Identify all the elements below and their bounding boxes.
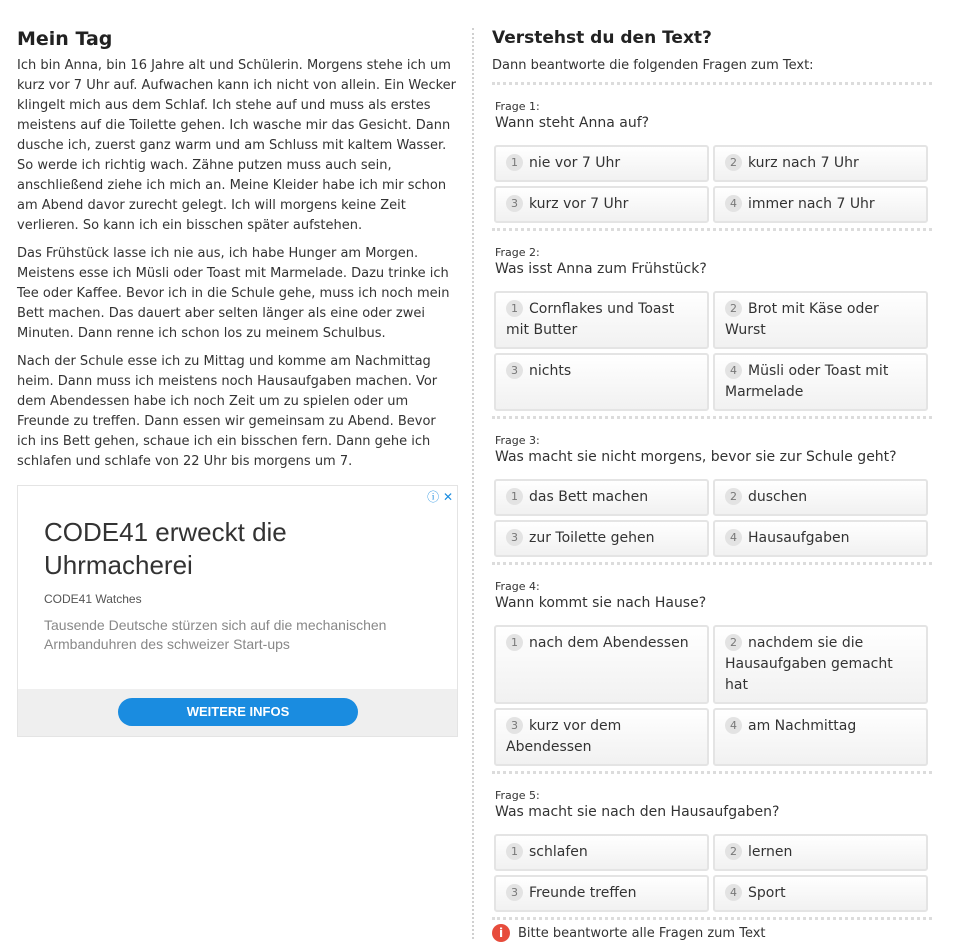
question-text: Wann kommt sie nach Hause? xyxy=(495,595,707,611)
question-1 xyxy=(492,85,932,228)
answer-option[interactable] xyxy=(713,145,928,182)
ad-more-info-button[interactable]: WEITERE INFOS xyxy=(118,698,358,726)
answer-number: 4 xyxy=(725,195,742,212)
answer-option[interactable] xyxy=(494,625,709,704)
column-divider xyxy=(472,28,474,939)
answer-label: am Nachmittag xyxy=(748,718,857,734)
answer-label: Hausaufgaben xyxy=(748,530,850,546)
answer-number: 1 xyxy=(506,154,523,171)
answer-option[interactable] xyxy=(713,520,928,557)
answer-label: zur Toilette gehen xyxy=(529,530,655,546)
answer-number: 3 xyxy=(506,884,523,901)
answer-label: lernen xyxy=(748,844,793,860)
answer-option[interactable] xyxy=(494,186,709,223)
ad-description: Tausende Deutsche stürzen sich auf die mechanischen Armbanduhren des schweizer Start-ups xyxy=(44,617,387,652)
answer-label: Cornflakes und Toast mit Butter xyxy=(506,301,675,338)
answer-label: Müsli oder Toast mit Marmelade xyxy=(725,363,889,400)
question-5 xyxy=(492,774,932,917)
article-paragraph: Ich bin Anna, bin 16 Jahre alt und Schülerin. Morgens stehe ich um kurz vor 7 Uhr auf. Aufwachen kann ich nicht von allein. Ein Wecker klingelt mich aus dem Schlaf. Ich stehe auf und muss als erstes meistens auf die Toilette gehen. Ich wasche mir das Gesicht. Dann dusche ich, zuerst ganz warm und am Schluss mit kaltem Wasser. So werde ich richtig wach. Zähne putzen muss auch sein, anschließend ziehe ich mich an. Meine Kleider habe ich mir schon am Abend davor zurecht gelegt. Ich will morgens keine Zeit verlieren. So kann ich ein bisschen später aufstehen. xyxy=(17,58,457,233)
info-icon[interactable]: ⓘ xyxy=(427,490,440,504)
question-label: Frage 3: xyxy=(495,434,540,447)
question-label: Frage 4: xyxy=(495,580,540,593)
answer-label: Sport xyxy=(748,885,786,901)
answer-label: nach dem Abendessen xyxy=(529,635,689,651)
question-label: Frage 2: xyxy=(495,246,540,259)
answer-number: 4 xyxy=(725,717,742,734)
alert-icon: i xyxy=(492,924,510,942)
answer-option[interactable] xyxy=(494,834,709,871)
ad-title[interactable]: CODE41 erweckt die Uhrmacherei xyxy=(44,517,287,580)
question-2 xyxy=(492,231,932,416)
question-label: Frage 5: xyxy=(495,789,540,802)
answer-label: immer nach 7 Uhr xyxy=(748,196,875,212)
answer-option[interactable] xyxy=(494,708,709,766)
separator xyxy=(492,917,932,920)
ad-controls[interactable] xyxy=(427,488,453,505)
answer-option[interactable] xyxy=(494,145,709,182)
answer-label: schlafen xyxy=(529,844,588,860)
quiz-title: Verstehst du den Text? xyxy=(492,28,712,48)
answer-option[interactable] xyxy=(494,291,709,349)
quiz xyxy=(492,28,932,920)
answer-number: 1 xyxy=(506,488,523,505)
answer-number: 2 xyxy=(725,634,742,651)
question-text: Was isst Anna zum Frühstück? xyxy=(495,261,707,277)
answer-label: kurz vor 7 Uhr xyxy=(529,196,629,212)
answer-option[interactable] xyxy=(494,479,709,516)
answer-option[interactable] xyxy=(494,353,709,411)
answer-option[interactable] xyxy=(713,353,928,411)
answer-label: kurz nach 7 Uhr xyxy=(748,155,859,171)
answer-label: Freunde treffen xyxy=(529,885,637,901)
answer-number: 2 xyxy=(725,488,742,505)
answer-number: 1 xyxy=(506,634,523,651)
article-paragraph: Das Frühstück lasse ich nie aus, ich habe Hunger am Morgen. Meistens esse ich Müsli oder Toast mit Marmelade. Dazu trinke ich Tee oder Kaffee. Bevor ich in die Schule gehe, muss ich noch mein Bett machen. Das dauert aber selten länger als eine oder zwei Minuten. Dann renne ich schon los zu meinem Schulbus. xyxy=(17,246,450,341)
answer-option[interactable] xyxy=(713,479,928,516)
article xyxy=(17,28,457,480)
ad-brand: CODE41 Watches xyxy=(44,592,142,606)
answer-option[interactable] xyxy=(713,291,928,349)
answer-label: Brot mit Käse oder Wurst xyxy=(725,301,879,338)
answer-option[interactable] xyxy=(494,520,709,557)
answer-option[interactable] xyxy=(713,186,928,223)
validation-message xyxy=(492,924,766,942)
answer-label: das Bett machen xyxy=(529,489,649,505)
answer-number: 4 xyxy=(725,884,742,901)
answer-number: 3 xyxy=(506,529,523,546)
question-text: Wann steht Anna auf? xyxy=(495,115,650,131)
answer-option[interactable] xyxy=(713,875,928,912)
advertisement[interactable] xyxy=(17,485,458,737)
question-text: Was macht sie nach den Hausaufgaben? xyxy=(495,804,780,820)
answer-option[interactable] xyxy=(713,625,928,704)
answer-label: nachdem sie die Hausaufgaben gemacht hat xyxy=(725,635,893,693)
validation-text: Bitte beantworte alle Fragen zum Text xyxy=(518,926,766,941)
question-3 xyxy=(492,419,932,562)
answer-number: 3 xyxy=(506,195,523,212)
question-text: Was macht sie nicht morgens, bevor sie zur Schule geht? xyxy=(495,449,897,465)
quiz-intro: Dann beantworte die folgenden Fragen zum Text: xyxy=(492,58,814,73)
answer-number: 4 xyxy=(725,362,742,379)
answer-number: 4 xyxy=(725,529,742,546)
answer-number: 2 xyxy=(725,300,742,317)
answer-number: 3 xyxy=(506,717,523,734)
question-4 xyxy=(492,565,932,771)
answer-number: 2 xyxy=(725,154,742,171)
close-icon[interactable]: ✕ xyxy=(442,490,453,504)
answer-label: nie vor 7 Uhr xyxy=(529,155,621,171)
answer-number: 1 xyxy=(506,843,523,860)
answer-option[interactable] xyxy=(713,834,928,871)
answer-number: 1 xyxy=(506,300,523,317)
article-paragraph: Nach der Schule esse ich zu Mittag und komme am Nachmittag heim. Dann muss ich meistens noch Hausaufgaben machen. Vor dem Abendessen habe ich noch Zeit um zu spielen oder um Freunde zu treffen. Dann essen wir gemeinsam zu Abend. Bevor ich ins Bett gehen, schaue ich ein bisschen fern. Dann gehe ich schlafen und schlafe von 22 Uhr bis morgens um 7. xyxy=(17,354,438,469)
answer-option[interactable] xyxy=(713,708,928,766)
answer-label: kurz vor dem Abendessen xyxy=(506,718,622,755)
answer-label: nichts xyxy=(529,363,572,379)
answer-number: 2 xyxy=(725,843,742,860)
ad-footer xyxy=(18,689,457,736)
question-label: Frage 1: xyxy=(495,100,540,113)
article-title: Mein Tag xyxy=(17,28,113,50)
answer-label: duschen xyxy=(748,489,808,505)
answer-number: 3 xyxy=(506,362,523,379)
answer-option[interactable] xyxy=(494,875,709,912)
